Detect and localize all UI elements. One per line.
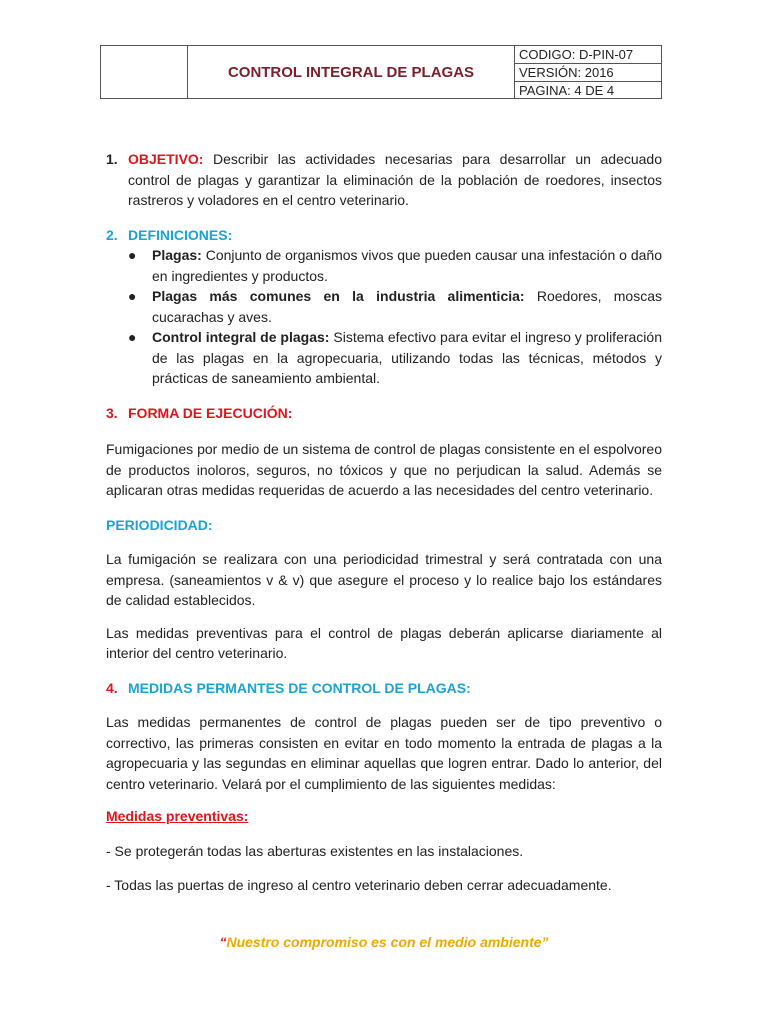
- definition-term: Plagas:: [152, 247, 202, 263]
- section-heading: OBJETIVO:: [128, 151, 204, 167]
- section-number: 1.: [106, 151, 118, 167]
- paragraph: Fumigaciones por medio de un sistema de control de plagas consistente en el espolvoreo de productos inoloros, seguros, no tóxicos y que no perjudican la salud. Además se aplicaran otras medidas requeridas de acuerdo a las necesidades del centro veterinario.: [106, 441, 662, 498]
- logo-cell: [101, 46, 188, 98]
- list-item: [128, 286, 662, 327]
- list-item: [128, 245, 662, 286]
- paragraph: Las medidas preventivas para el control de plagas deberán aplicarse diariamente al interior del centro veterinario.: [106, 624, 662, 661]
- section-number: 2.: [106, 226, 118, 243]
- paragraph: La fumigación se realizara con una periodicidad trimestral y será contratada con una empresa. (saneamientos v & v) que asegure el proceso y lo realice bajo los estándares de calidad establecidos.: [106, 551, 662, 608]
- paragraph: Las medidas permanentes de control de plagas pueden ser de tipo preventivo o correctivo, las primeras consisten en evitar en todo momento la entrada de plagas a la agropecuaria y las segundas en eliminar aquellas que logren entrar. Dado lo anterior, del centro veterinario. Velará por el cumplimiento de las siguientes medidas:: [106, 714, 662, 792]
- definition-term: Plagas más comunes en la industria alimenticia:: [152, 288, 525, 304]
- bullet-icon: ●: [128, 288, 137, 304]
- document-meta: [515, 46, 661, 98]
- slogan-text: Nuestro compromiso es con el medio ambiente: [226, 934, 542, 950]
- section-heading: DEFINICIONES:: [128, 226, 233, 243]
- section-number: 4.: [106, 679, 118, 696]
- version-field: VERSIÓN: 2016: [515, 64, 661, 82]
- definition-text: Roedores, moscas cucarachas y aves.: [152, 288, 663, 325]
- section-objetivo: [106, 149, 662, 211]
- codigo-field: CODIGO: D-PIN-07: [515, 46, 661, 64]
- definition-term: Control integral de plagas:: [152, 329, 330, 345]
- footer-slogan: [0, 934, 768, 950]
- section-heading: MEDIDAS PERMANTES DE CONTROL DE PLAGAS:: [128, 679, 471, 696]
- periodicidad-heading: PERIODICIDAD:: [106, 516, 213, 533]
- definition-text: Conjunto de organismos vivos que pueden causar una infestación o daño en ingredientes y productos.: [152, 247, 662, 284]
- preventivas-line: - Se protegerán todas las aberturas existentes en las instalaciones.: [106, 842, 524, 859]
- document-body: [106, 149, 662, 896]
- section-number: 3.: [106, 404, 118, 421]
- list-item: [128, 327, 662, 389]
- definition-text: Sistema efectivo para evitar el ingreso y proliferación de las plagas en la agropecuaria, utilizando todas las técnicas, métodos y prácticas de saneamiento ambiental.: [152, 329, 662, 386]
- preventivas-heading: Medidas preventivas:: [106, 808, 249, 824]
- section-heading: FORMA DE EJECUCIÓN:: [128, 404, 293, 421]
- definitions-list: [106, 245, 662, 389]
- section-definiciones: [106, 225, 662, 246]
- section-body: Describir las actividades necesarias para desarrollar un adecuado control de plagas y garantizar la eliminación de la población de roedores, insectos rastreros y voladores en el centro veterinario.: [128, 151, 662, 208]
- pagina-field: PAGINA: 4 DE 4: [519, 83, 615, 98]
- open-quote: “: [219, 934, 227, 950]
- document-header: [100, 45, 662, 99]
- bullet-icon: ●: [128, 329, 137, 345]
- bullet-icon: ●: [128, 247, 137, 263]
- preventivas-line: - Todas las puertas de ingreso al centro veterinario deben cerrar adecuadamente.: [106, 877, 612, 893]
- section-forma-ejecucion: [106, 403, 662, 424]
- section-medidas-permanentes: [106, 678, 662, 699]
- section-text: [128, 149, 662, 211]
- close-quote: ”: [541, 934, 549, 950]
- document-title: CONTROL INTEGRAL DE PLAGAS: [188, 46, 515, 98]
